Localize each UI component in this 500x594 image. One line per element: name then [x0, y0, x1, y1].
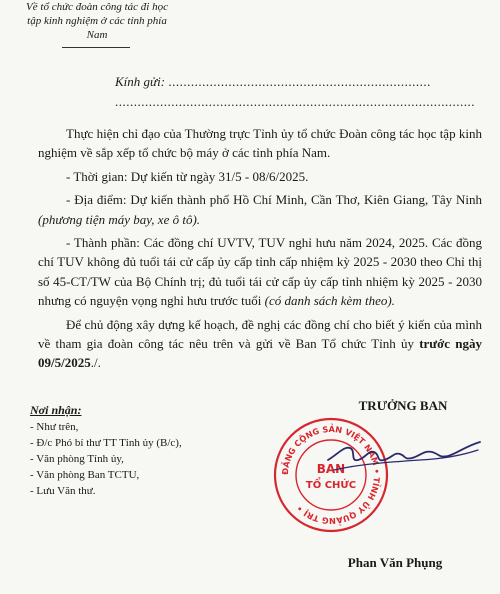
signature-stroke-1 — [328, 442, 480, 460]
recipients-title: Nơi nhận: — [30, 403, 82, 417]
intro-paragraph: Thực hiện chỉ đạo của Thường trực Tỉnh ủy tổ chức Đoàn công tác học tập kinh nghiệm về sắp xếp tổ chức bộ máy ở các tỉnh phía Nam. — [38, 126, 482, 161]
request-text: Để chủ động xây dựng kế hoạch, đề nghị các đồng chí cho biết ý kiến của mình về tham gia đoàn công tác nêu trên và gửi về Ban Tổ chức Tỉnh ủy — [38, 316, 482, 352]
handwritten-signature — [320, 426, 490, 496]
deadline-text: trước ngày 09/5/2025 — [38, 336, 482, 371]
addressee-dots-1: ...................................................................... — [168, 74, 431, 89]
seal-center-line-2: TỔ CHỨC — [305, 480, 357, 491]
place-note: (phương tiện máy bay, xe ô tô). — [38, 211, 201, 227]
closing-mark: ./. — [90, 355, 101, 371]
signer-title: TRƯỞNG BAN — [358, 398, 448, 413]
addressee-label: Kính gửi: — [115, 74, 166, 89]
document-subject: Về tổ chức đoàn công tác đi học tập kinh nghiệm ở các tỉnh phía Nam — [26, 1, 168, 41]
seal-center-line-1: BAN — [316, 462, 346, 476]
recipients-block — [30, 402, 250, 499]
recipient-item: - Lưu Văn thư. — [30, 485, 96, 497]
recipient-item: - Đ/c Phó bí thư TT Tỉnh ủy (B/c), — [30, 437, 182, 449]
subject-underline — [62, 47, 130, 48]
time-paragraph: - Thời gian: Dự kiến từ ngày 31/5 - 08/6/2025. — [66, 168, 309, 184]
request-paragraph — [38, 315, 482, 373]
addressee-block — [115, 72, 485, 112]
seal-ring-text: ĐẢNG CỘNG SẢN VIỆT NAM • TỈNH ỦY QUẢNG TRỊ • — [279, 423, 383, 527]
addressee-dots-2: ................................................................................................ — [115, 94, 475, 109]
signer-name: Phan Văn Phụng — [347, 555, 443, 570]
members-paragraph — [38, 233, 482, 311]
place-paragraph — [38, 190, 482, 229]
members-text: - Thành phần: Các đồng chí UVTV, TUV nghỉ hưu năm 2024, 2025. Các đồng chí TUV không đủ tuổi tái cử cấp ủy cấp tỉnh cấp nhiệm kỳ 2025 - 2030 theo Chỉ thị số 45-CT/TW của Bộ Chính trị; đủ tuổi tái cử cấp ủy cấp tỉnh nhiệm kỳ 2025 - 2030 nhưng có nguyện vọng nghỉ hưu trước tuổi — [38, 235, 482, 309]
recipient-item: - Văn phòng Ban TCTU, — [30, 469, 140, 481]
place-text: - Địa điểm: Dự kiến thành phố Hồ Chí Minh, Cần Thơ, Kiên Giang, Tây Ninh — [66, 192, 482, 208]
recipient-item: - Văn phòng Tỉnh ủy, — [30, 453, 124, 465]
members-note: (có danh sách kèm theo). — [264, 293, 395, 309]
document-body — [38, 124, 482, 377]
recipient-item: - Như trên, — [30, 421, 79, 433]
